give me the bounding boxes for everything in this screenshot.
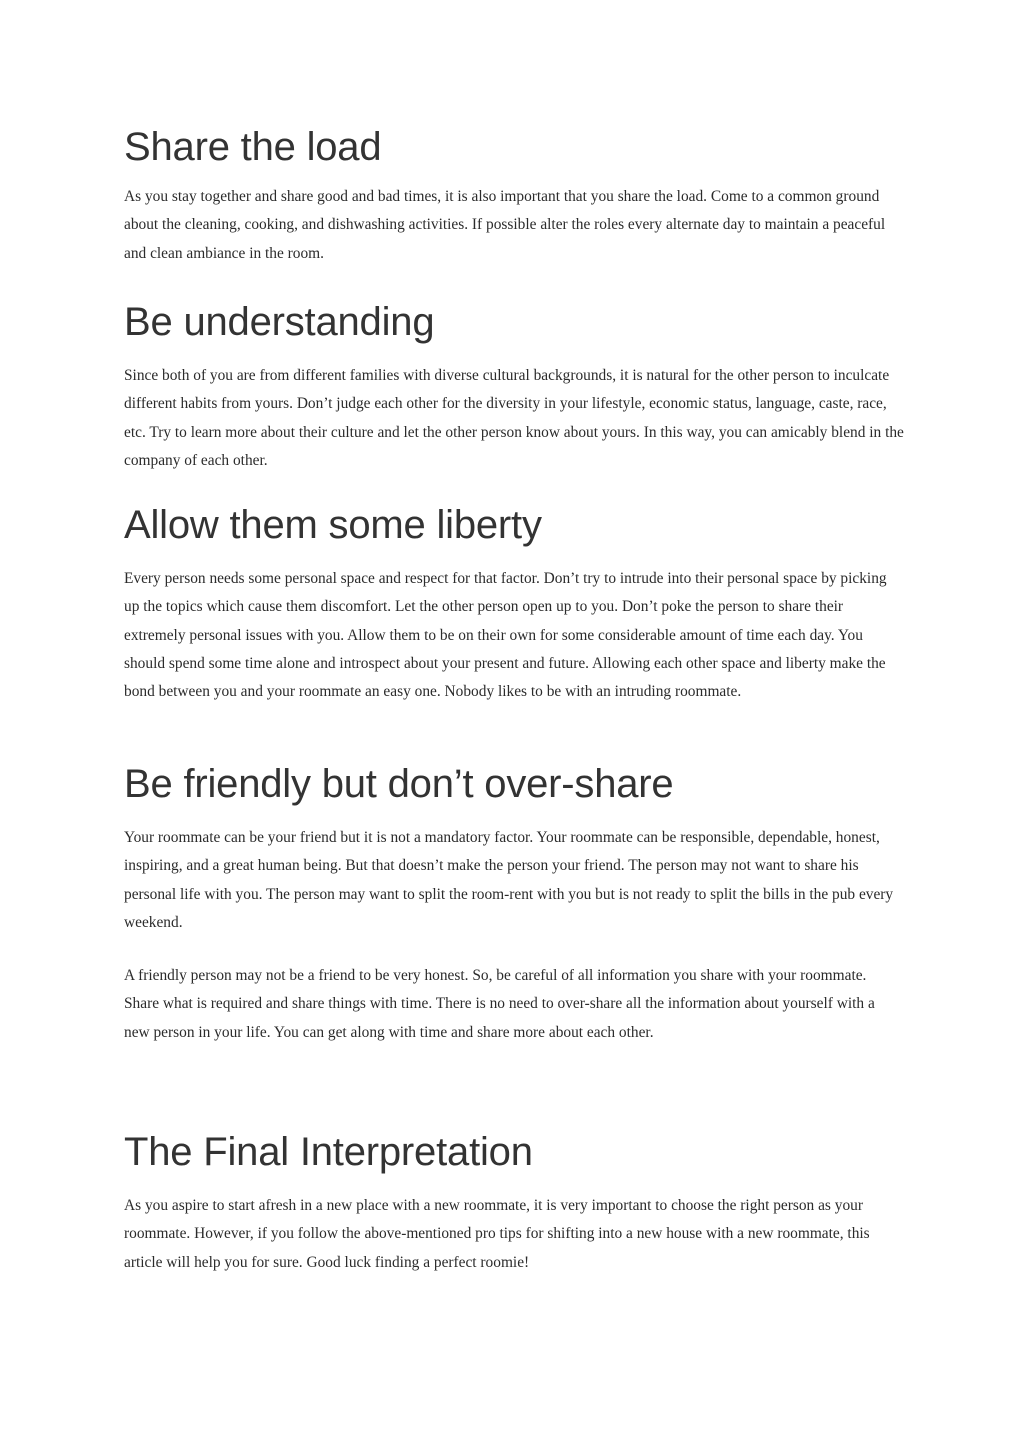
section-allow-them-some-liberty [124,501,904,706]
section-heading: The Final Interpretation [124,1130,533,1174]
section-heading: Be friendly but don’t over-share [124,762,674,806]
section-paragraph: Every person needs some personal space and respect for that factor. Don’t try to intrude into their personal space by picking up the topics which cause them discomfort. Let the other person open up to you. Don’t poke the person to share their extremely personal issues with you. Allow them to be on their own for some considerable amount of time each day. You should spend some time alone and introspect about your present and future. Allowing each other space and liberty make the bond between you and your roommate an easy one. Nobody likes to be with an intruding roommate. [124,570,887,701]
section-heading: Allow them some liberty [124,503,542,547]
section-paragraph: As you stay together and share good and bad times, it is also important that you share the load. Come to a common ground about the cleaning, cooking, and dishwashing activities. If possible alter the roles every alternate day to maintain a peaceful and clean ambiance in the room. [124,188,886,262]
section-paragraph: Since both of you are from different families with diverse cultural backgrounds, it is natural for the other person to inculcate different habits from yours. Don’t judge each other for the diversity in your lifestyle, economic status, language, caste, race, etc. Try to learn more about their culture and let the other person know about yours. In this way, you can amicably blend in the company of each other. [124,367,904,469]
section-be-understanding [124,298,904,475]
section-heading: Be understanding [124,300,435,344]
section-final-interpretation [124,1128,904,1277]
section-share-the-load [124,123,904,268]
section-be-friendly [124,760,904,1047]
section-paragraph: A friendly person may not be a friend to be very honest. So, be careful of all information you share with your roommate. Share what is required and share things with time. There is no need to over-share all the information about yourself with a new person in your life. You can get along with time and share more about each other. [124,967,875,1041]
section-heading: Share the load [124,125,382,169]
section-paragraph: Your roommate can be your friend but it is not a mandatory factor. Your roommate can be responsible, dependable, honest, inspiring, and a great human being. But that doesn’t make the person your friend. The person may not want to share his personal life with you. The person may want to split the room-rent with you but is not ready to split the bills in the pub every weekend. [124,829,894,931]
section-paragraph: As you aspire to start afresh in a new place with a new roommate, it is very important to choose the right person as your roommate. However, if you follow the above-mentioned pro tips for shifting into a new house with a new roommate, this article will help you for sure. Good luck finding a perfect roomie! [124,1197,870,1271]
